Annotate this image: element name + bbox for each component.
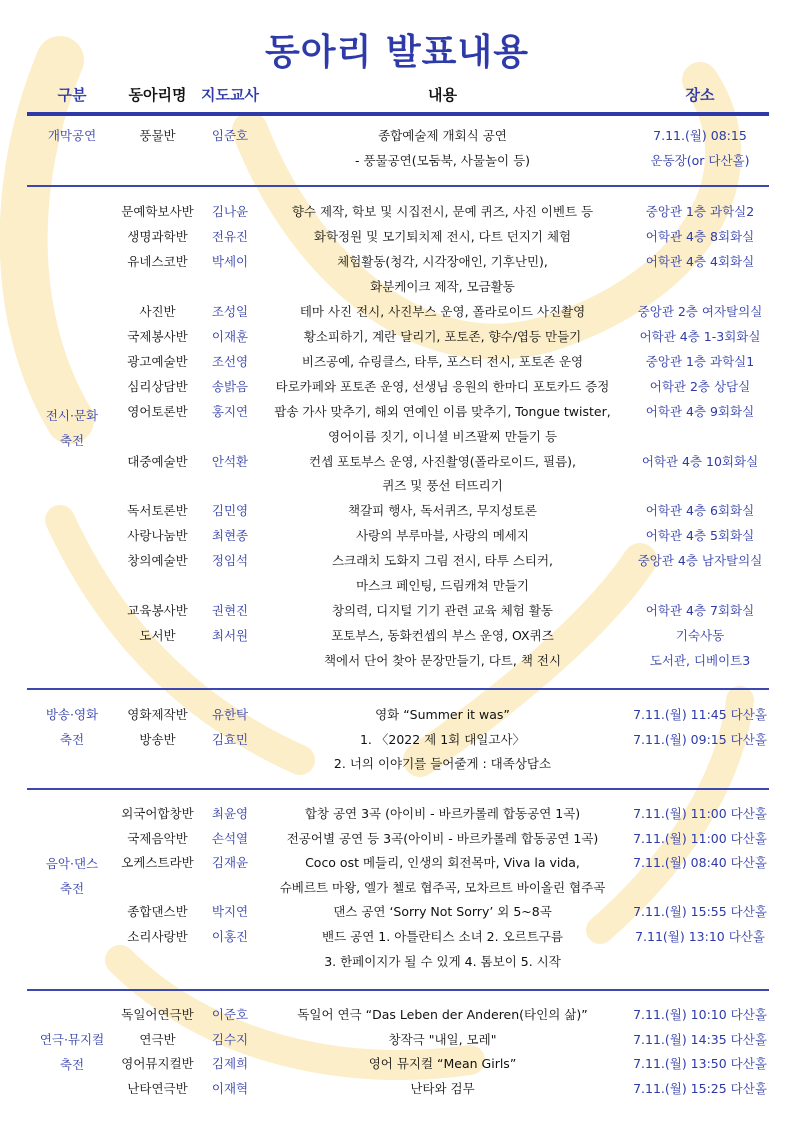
teacher-name: 최서원 bbox=[211, 628, 249, 644]
program-content: 화분케이크 제작, 모금활동 bbox=[370, 278, 515, 294]
program-place: 7.11.(월) 10:10 다산홀 bbox=[633, 1007, 767, 1022]
teacher-name: 홍지연 bbox=[211, 403, 249, 419]
program-content: 슈베르트 마왕, 엘가 첼로 협주곡, 모차르트 바이올린 협주곡 bbox=[279, 879, 606, 895]
club-name: 방송반 bbox=[139, 731, 176, 747]
program-content: 창의력, 디지털 기기 관련 교육 체험 활동 bbox=[331, 603, 553, 619]
club-name: 외국어합창반 bbox=[121, 806, 194, 821]
teacher-name bbox=[195, 149, 265, 173]
teacher-name: 이재혁 bbox=[211, 1080, 249, 1096]
program-place: 7.11.(월) 14:35 다산홀 bbox=[633, 1031, 767, 1047]
program-place: 7.11.(월) 09:15 다산홀 bbox=[633, 731, 767, 747]
teacher-name: 박지연 bbox=[211, 904, 249, 920]
teacher-name: 전유진 bbox=[211, 228, 249, 244]
program-place: 어학관 4층 9회화실 bbox=[645, 403, 755, 419]
teacher-name bbox=[195, 950, 265, 974]
program-place bbox=[615, 425, 785, 449]
teacher-name: 김나윤 bbox=[211, 204, 249, 219]
teacher-name bbox=[195, 474, 265, 498]
teacher-name: 임준호 bbox=[211, 128, 249, 143]
club-name: 소리사랑반 bbox=[127, 929, 188, 944]
club-name: 종합댄스반 bbox=[127, 904, 188, 920]
program-place: 중앙관 4층 남자탈의실 bbox=[637, 553, 763, 569]
teacher-name: 김민영 bbox=[211, 503, 249, 519]
teacher-name bbox=[195, 275, 265, 299]
teacher-name: 송밝음 bbox=[211, 378, 249, 394]
teacher-name: 이홍진 bbox=[211, 929, 249, 944]
club-name: 사랑나눔반 bbox=[127, 528, 188, 544]
teacher-name: 박세이 bbox=[211, 253, 249, 269]
program-place bbox=[615, 950, 785, 974]
header-category: 구분 bbox=[57, 86, 87, 104]
club-name: 도서반 bbox=[139, 628, 176, 644]
teacher-name bbox=[195, 649, 265, 673]
section-category: 전시·문화 bbox=[45, 408, 99, 423]
teacher-name bbox=[195, 574, 265, 598]
club-name: 난타연극반 bbox=[127, 1080, 188, 1096]
club-name: 풍물반 bbox=[139, 128, 176, 143]
teacher-name: 손석열 bbox=[211, 830, 249, 846]
header-place: 장소 bbox=[685, 86, 715, 104]
teacher-name: 최현종 bbox=[211, 528, 249, 544]
program-content: 사랑의 부루마블, 사랑의 메세지 bbox=[356, 528, 529, 544]
club-name: 광고예술반 bbox=[127, 353, 188, 369]
section-category: 방송·영화 bbox=[45, 707, 99, 722]
program-content: 체험활동(청각, 시각장애인, 기후난민), bbox=[337, 253, 548, 269]
program-place bbox=[615, 574, 785, 598]
club-name: 문예학보사반 bbox=[121, 204, 194, 219]
teacher-name: 조성일 bbox=[211, 303, 249, 319]
section-category: 연극·뮤지컬 bbox=[39, 1032, 105, 1047]
program-content: 전공어별 공연 등 3곡(아이비 - 바르카롤레 합동공연 1곡) bbox=[286, 830, 599, 846]
teacher-name: 안석환 bbox=[211, 453, 249, 469]
program-content: Coco ost 메들리, 인생의 회전목마, Viva la vida, bbox=[305, 855, 580, 871]
teacher-name: 이재훈 bbox=[211, 328, 249, 344]
program-content: 독일어 연극 “Das Leben der Anderen(타인의 삶)” bbox=[297, 1007, 588, 1022]
club-name: 생명과학반 bbox=[127, 228, 188, 244]
program-content: - 풍물공연(모둠북, 사물놀이 등) bbox=[354, 152, 531, 168]
program-content: 2. 너의 이야기를 들어줄게 : 대족상담소 bbox=[333, 756, 552, 772]
program-place bbox=[615, 474, 785, 498]
teacher-name: 김효민 bbox=[211, 731, 249, 747]
section-divider bbox=[27, 185, 769, 187]
club-name: 교육봉사반 bbox=[127, 603, 188, 619]
program-content: 합창 공연 3곡 (아이비 - 바르카롤레 합동공연 1곡) bbox=[304, 806, 581, 821]
program-place: 7.11.(월) 11:00 다산홀 bbox=[633, 830, 767, 846]
program-place: 7.11.(월) 08:15 bbox=[653, 128, 747, 143]
program-content: 영어이름 짓기, 이니셜 비즈팔찌 만들기 등 bbox=[327, 428, 558, 444]
program-place: 어학관 2층 상담실 bbox=[649, 378, 751, 394]
section-category: 축전 bbox=[59, 432, 85, 448]
club-name: 독서토론반 bbox=[127, 503, 188, 519]
program-content: 책갈피 행사, 독서퀴즈, 무지성토론 bbox=[348, 503, 537, 519]
program-content: 타로카페와 포토존 운영, 선생님 응원의 한마디 포토카드 증정 bbox=[275, 378, 610, 394]
program-content: 종합예술제 개회식 공연 bbox=[378, 128, 507, 143]
program-content: 컨셉 포토부스 운영, 사진촬영(폴라로이드, 필름), bbox=[309, 453, 576, 469]
program-content: 영어 뮤지컬 “Mean Girls” bbox=[368, 1056, 517, 1072]
section-divider bbox=[27, 788, 769, 790]
section-divider bbox=[27, 688, 769, 690]
program-content: 스크래치 도화지 그림 전시, 타투 스티커, bbox=[331, 553, 553, 569]
header-content: 내용 bbox=[428, 86, 457, 104]
program-place: 7.11.(월) 15:55 다산홀 bbox=[633, 904, 767, 920]
program-place: 7.11.(월) 08:40 다산홀 bbox=[633, 855, 767, 871]
section-category: 음악·댄스 bbox=[45, 856, 99, 871]
header-club: 동아리명 bbox=[128, 86, 187, 104]
teacher-name: 유한탁 bbox=[211, 707, 249, 722]
club-name: 독일어연극반 bbox=[121, 1007, 194, 1022]
program-place: 7.11.(월) 11:45 다산홀 bbox=[633, 707, 767, 722]
club-name: 오케스트라반 bbox=[121, 855, 194, 871]
teacher-name: 김수지 bbox=[211, 1031, 249, 1047]
program-content: 책에서 단어 찾아 문장만들기, 다트, 책 전시 bbox=[323, 653, 562, 669]
program-place bbox=[615, 876, 785, 900]
program-place: 어학관 4층 6회화실 bbox=[645, 503, 755, 519]
program-content: 댄스 공연 ‘Sorry Not Sorry’ 외 5~8곡 bbox=[333, 904, 552, 920]
teacher-name bbox=[195, 425, 265, 449]
club-name: 사진반 bbox=[139, 303, 176, 319]
program-place: 중앙관 2층 여자탈의실 bbox=[637, 303, 763, 319]
program-content: 밴드 공연 1. 아틀란티스 소녀 2. 오르트구름 bbox=[322, 929, 563, 944]
teacher-name bbox=[195, 752, 265, 776]
program-place: 어학관 4층 5회화실 bbox=[645, 528, 755, 544]
teacher-name: 조선영 bbox=[211, 353, 249, 369]
club-name: 유네스코반 bbox=[127, 253, 188, 269]
page-title: 동아리 발표내용 bbox=[265, 32, 529, 73]
program-content: 향수 제작, 학보 및 시집전시, 문예 퀴즈, 사진 이벤트 등 bbox=[291, 204, 594, 219]
section-category: 축전 bbox=[59, 880, 85, 896]
club-name: 국제음악반 bbox=[127, 830, 188, 846]
program-place: 7.11.(월) 11:00 다산홀 bbox=[633, 806, 767, 821]
club-name: 심리상담반 bbox=[127, 378, 188, 394]
program-content: 3. 한페이지가 될 수 있게 4. 톰보이 5. 시작 bbox=[324, 953, 561, 969]
teacher-name: 정임석 bbox=[211, 553, 249, 569]
teacher-name bbox=[195, 876, 265, 900]
teacher-name: 김제희 bbox=[211, 1056, 249, 1072]
club-name: 영어토론반 bbox=[127, 403, 188, 419]
club-name: 영화제작반 bbox=[127, 707, 188, 722]
program-place bbox=[615, 275, 785, 299]
program-content: 창작극 "내일, 모레" bbox=[388, 1031, 497, 1047]
program-place: 어학관 4층 4회화실 bbox=[645, 253, 755, 269]
program-content: 마스크 페인팅, 드림캐쳐 만들기 bbox=[356, 578, 529, 594]
section-divider bbox=[27, 989, 769, 991]
club-name: 국제봉사반 bbox=[127, 328, 188, 344]
program-content: 포토부스, 동화컨셉의 부스 운영, OX퀴즈 bbox=[331, 628, 554, 644]
section-category: 개막공연 bbox=[47, 128, 97, 143]
club-name: 영어뮤지컬반 bbox=[121, 1056, 194, 1072]
program-content: 1. 〈2022 제 1회 대일고사〉 bbox=[359, 731, 526, 747]
program-place: 중앙관 1층 과학실2 bbox=[645, 204, 755, 219]
club-name: 연극반 bbox=[139, 1031, 176, 1047]
program-content: 영화 “Summer it was” bbox=[375, 707, 510, 722]
program-place: 기숙사동 bbox=[675, 628, 725, 644]
program-place: 운동장(or 다산홀) bbox=[650, 152, 750, 168]
program-content: 난타와 검무 bbox=[410, 1080, 475, 1096]
program-place: 7.11.(월) 15:25 다산홀 bbox=[633, 1080, 767, 1096]
teacher-name: 최윤영 bbox=[211, 806, 249, 821]
program-content: 황소피하기, 계란 달리기, 포토존, 향수/엽등 만들기 bbox=[303, 328, 582, 344]
program-content: 퀴즈 및 풍선 터뜨리기 bbox=[382, 478, 503, 494]
program-content: 테마 사진 전시, 사진부스 운영, 폴라로이드 사진촬영 bbox=[299, 303, 586, 319]
program-place: 중앙관 1층 과학실1 bbox=[645, 353, 755, 369]
program-content: 화학정원 및 모기퇴치제 전시, 다트 던지기 체험 bbox=[313, 228, 572, 244]
program-content: 팝송 가사 맞추기, 해외 연예인 이름 맞추기, Tongue twister, bbox=[274, 403, 611, 419]
teacher-name: 이준호 bbox=[211, 1007, 249, 1022]
program-content: 비즈공예, 슈링클스, 타투, 포스터 전시, 포토존 운영 bbox=[301, 353, 584, 369]
program-place: 어학관 4층 10회화실 bbox=[641, 453, 759, 469]
section-category: 축전 bbox=[59, 1056, 85, 1072]
section-category: 축전 bbox=[59, 731, 85, 747]
program-place: 어학관 4층 7회화실 bbox=[645, 603, 755, 619]
program-place: 어학관 4층 8회화실 bbox=[645, 228, 755, 244]
program-place: 도서관, 디베이트3 bbox=[649, 653, 751, 669]
club-name: 대중예술반 bbox=[127, 453, 188, 469]
teacher-name: 김재윤 bbox=[211, 855, 249, 871]
program-place: 어학관 4층 1-3회화실 bbox=[639, 328, 761, 344]
header-divider bbox=[27, 112, 769, 116]
club-name: 창의예술반 bbox=[127, 553, 188, 569]
header-teacher: 지도교사 bbox=[201, 86, 259, 104]
program-place: 7.11.(월) 13:50 다산홀 bbox=[633, 1056, 767, 1072]
program-place: 7.11(월) 13:10 다산홀 bbox=[635, 929, 765, 944]
program-place bbox=[615, 752, 785, 776]
teacher-name: 권현진 bbox=[211, 603, 249, 619]
